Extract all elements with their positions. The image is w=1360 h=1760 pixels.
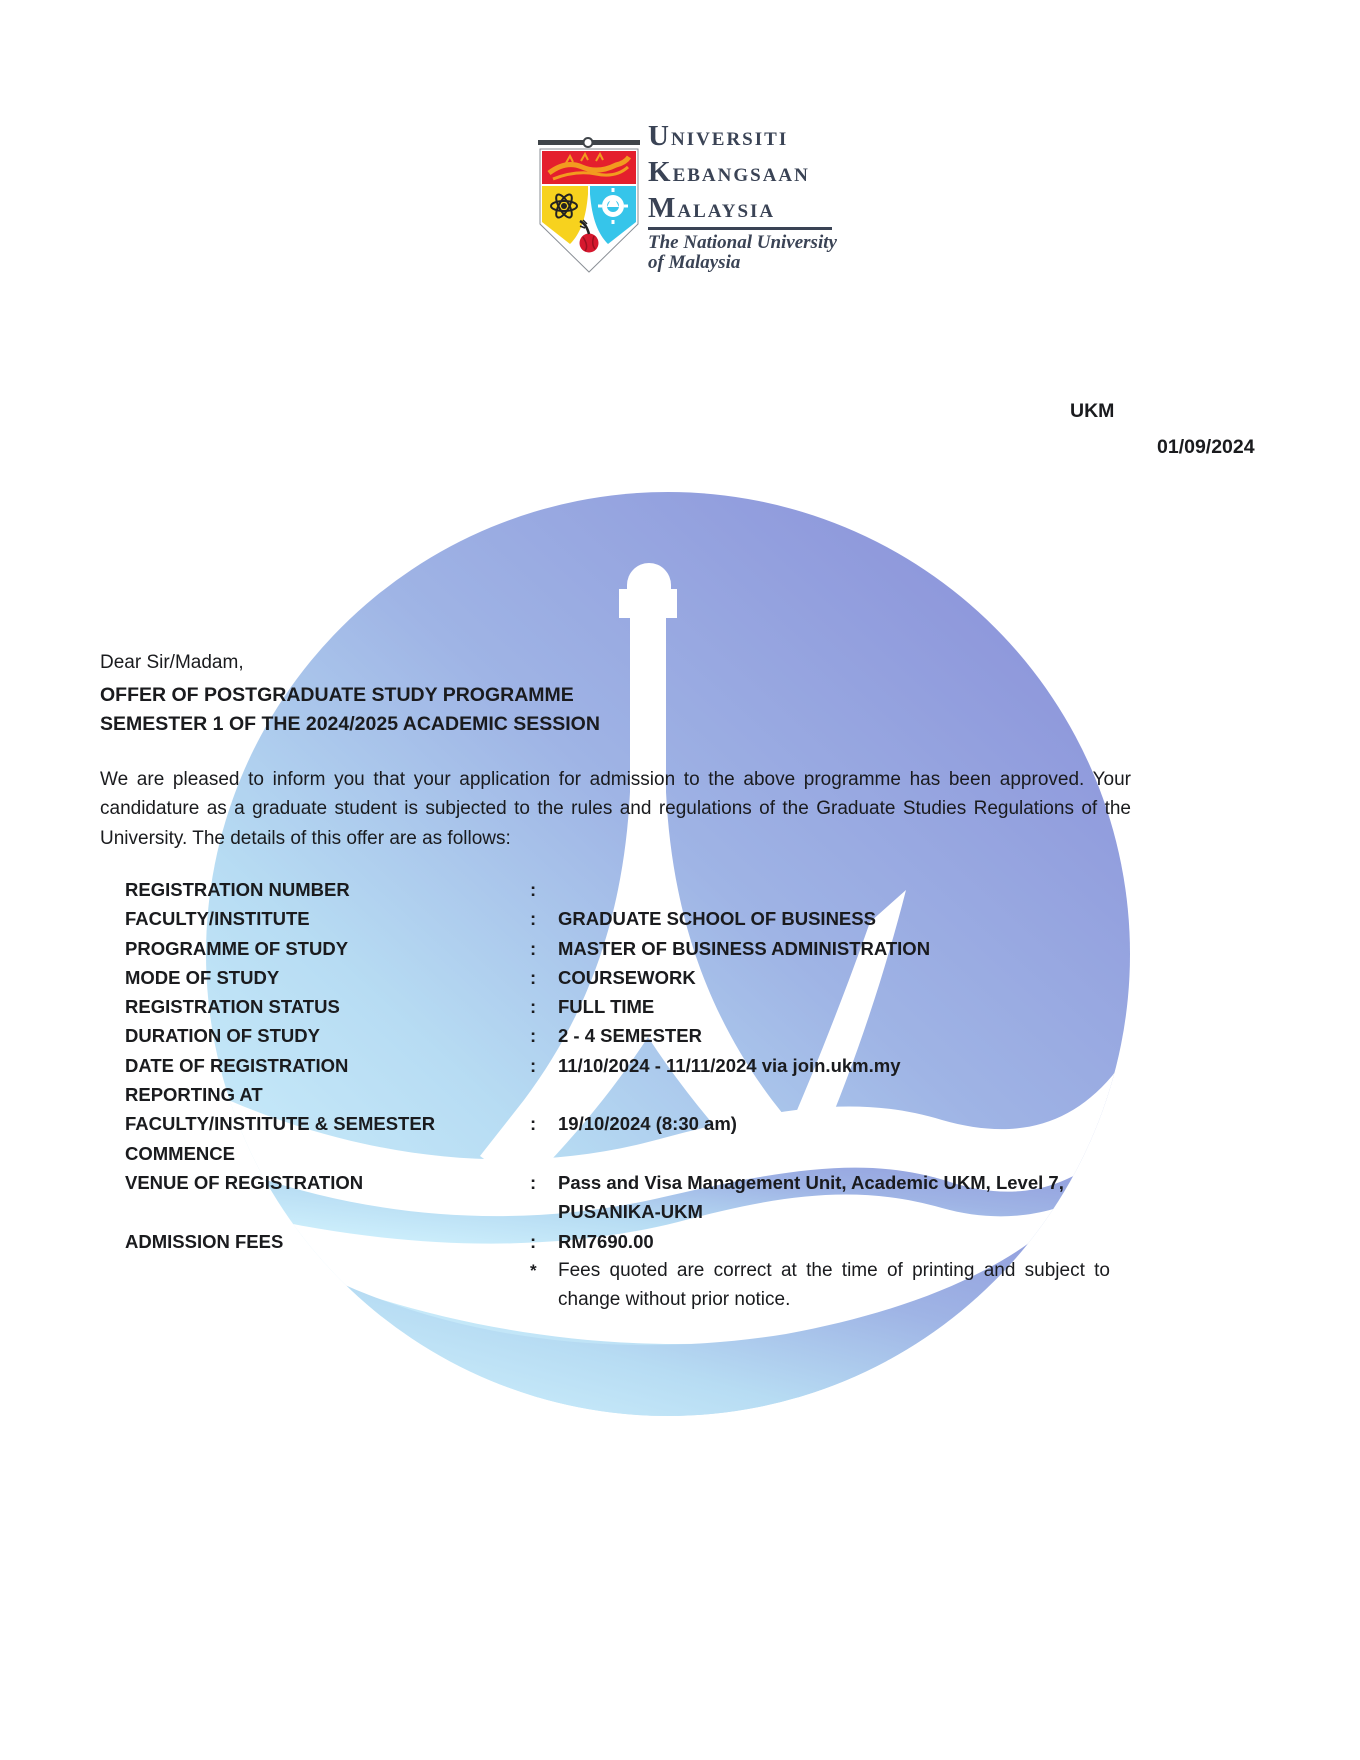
detail-value: Pass and Visa Management Unit, Academic UKM, Level 7, <box>558 1171 1064 1193</box>
detail-label: PROGRAMME OF STUDY <box>125 937 349 959</box>
detail-label: MODE OF STUDY <box>125 966 280 988</box>
wordmark-rule <box>648 227 832 230</box>
detail-label: DATE OF REGISTRATION <box>125 1054 349 1076</box>
detail-separator: : <box>530 1025 537 1047</box>
detail-value: GRADUATE SCHOOL OF BUSINESS <box>558 908 876 930</box>
detail-label: FACULTY/INSTITUTE <box>125 908 310 930</box>
detail-value: RM7690.00 <box>558 1230 654 1252</box>
detail-value: PUSANIKA-UKM <box>558 1201 703 1223</box>
body-paragraph: We are pleased to inform you that your application for admission to the above programme has been approved. Your candidature as a graduate student is subjected to the rules and regulations of the Graduate Studies Regulations of the University. The details of this offer are as follows: <box>100 769 1131 849</box>
detail-separator: : <box>530 996 537 1018</box>
detail-value: 2 - 4 SEMESTER <box>558 1025 702 1047</box>
detail-value: Fees quoted are correct at the time of printing and subject to change without prior notice. <box>558 1259 1110 1311</box>
detail-separator: : <box>530 879 537 900</box>
detail-row <box>125 1109 1130 1138</box>
tagline-line1: The National University <box>648 232 837 253</box>
detail-row <box>125 1197 1130 1226</box>
detail-separator: : <box>530 1230 537 1252</box>
detail-label: REGISTRATION NUMBER <box>125 879 350 900</box>
detail-value: 11/10/2024 - 11/11/2024 via join.ukm.my <box>558 1054 901 1076</box>
detail-separator: : <box>530 966 537 988</box>
detail-label: ADMISSION FEES <box>125 1230 284 1252</box>
subject-line1: OFFER OF POSTGRADUATE STUDY PROGRAMME <box>100 684 574 706</box>
detail-separator: : <box>530 1054 537 1076</box>
detail-row <box>125 963 1130 992</box>
detail-separator: : <box>530 937 537 959</box>
wordmark-line2: KEBANGSAAN <box>648 156 810 188</box>
detail-value: FULL TIME <box>558 996 655 1018</box>
detail-label: FACULTY/INSTITUTE & SEMESTER <box>125 1113 436 1135</box>
detail-row <box>125 904 1130 933</box>
tower-collar <box>619 589 677 618</box>
details-table <box>125 875 1130 1314</box>
subject-line2: SEMESTER 1 OF THE 2024/2025 ACADEMIC SESSION <box>100 712 600 735</box>
detail-separator: * <box>530 1260 537 1280</box>
detail-row <box>125 1021 1130 1050</box>
detail-row-footnote <box>125 1256 1130 1315</box>
reference-code: UKM <box>1070 400 1114 422</box>
wordmark-line1: UNIVERSITI <box>648 120 789 152</box>
detail-label: REGISTRATION STATUS <box>125 996 340 1018</box>
detail-label: COMMENCE <box>125 1142 235 1164</box>
detail-row <box>125 1051 1130 1080</box>
greeting: Dear Sir/Madam, <box>100 652 244 673</box>
detail-label: VENUE OF REGISTRATION <box>125 1171 364 1193</box>
detail-separator: : <box>530 908 537 930</box>
tagline-line2: of Malaysia <box>648 252 741 273</box>
ukm-crest-icon <box>536 134 642 276</box>
subject-heading <box>100 681 600 738</box>
detail-separator: : <box>530 1113 537 1135</box>
university-tagline <box>648 233 837 273</box>
detail-label: DURATION OF STUDY <box>125 1025 320 1047</box>
detail-label: REPORTING AT <box>125 1084 263 1106</box>
detail-row <box>125 1168 1130 1197</box>
detail-row <box>125 992 1130 1021</box>
crest-ring <box>584 138 593 147</box>
detail-row <box>125 875 1130 904</box>
wordmark-line3: MALAYSIA <box>648 192 776 224</box>
detail-value: 19/10/2024 (8:30 am) <box>558 1113 737 1135</box>
detail-row <box>125 1139 1130 1168</box>
detail-value: COURSEWORK <box>558 966 696 988</box>
detail-row <box>125 1227 1130 1256</box>
detail-value: MASTER OF BUSINESS ADMINISTRATION <box>558 937 931 959</box>
detail-row <box>125 1080 1130 1109</box>
letter-date: 01/09/2024 <box>1157 436 1255 458</box>
university-wordmark <box>648 120 810 228</box>
detail-separator: : <box>530 1171 537 1193</box>
detail-row <box>125 934 1130 963</box>
